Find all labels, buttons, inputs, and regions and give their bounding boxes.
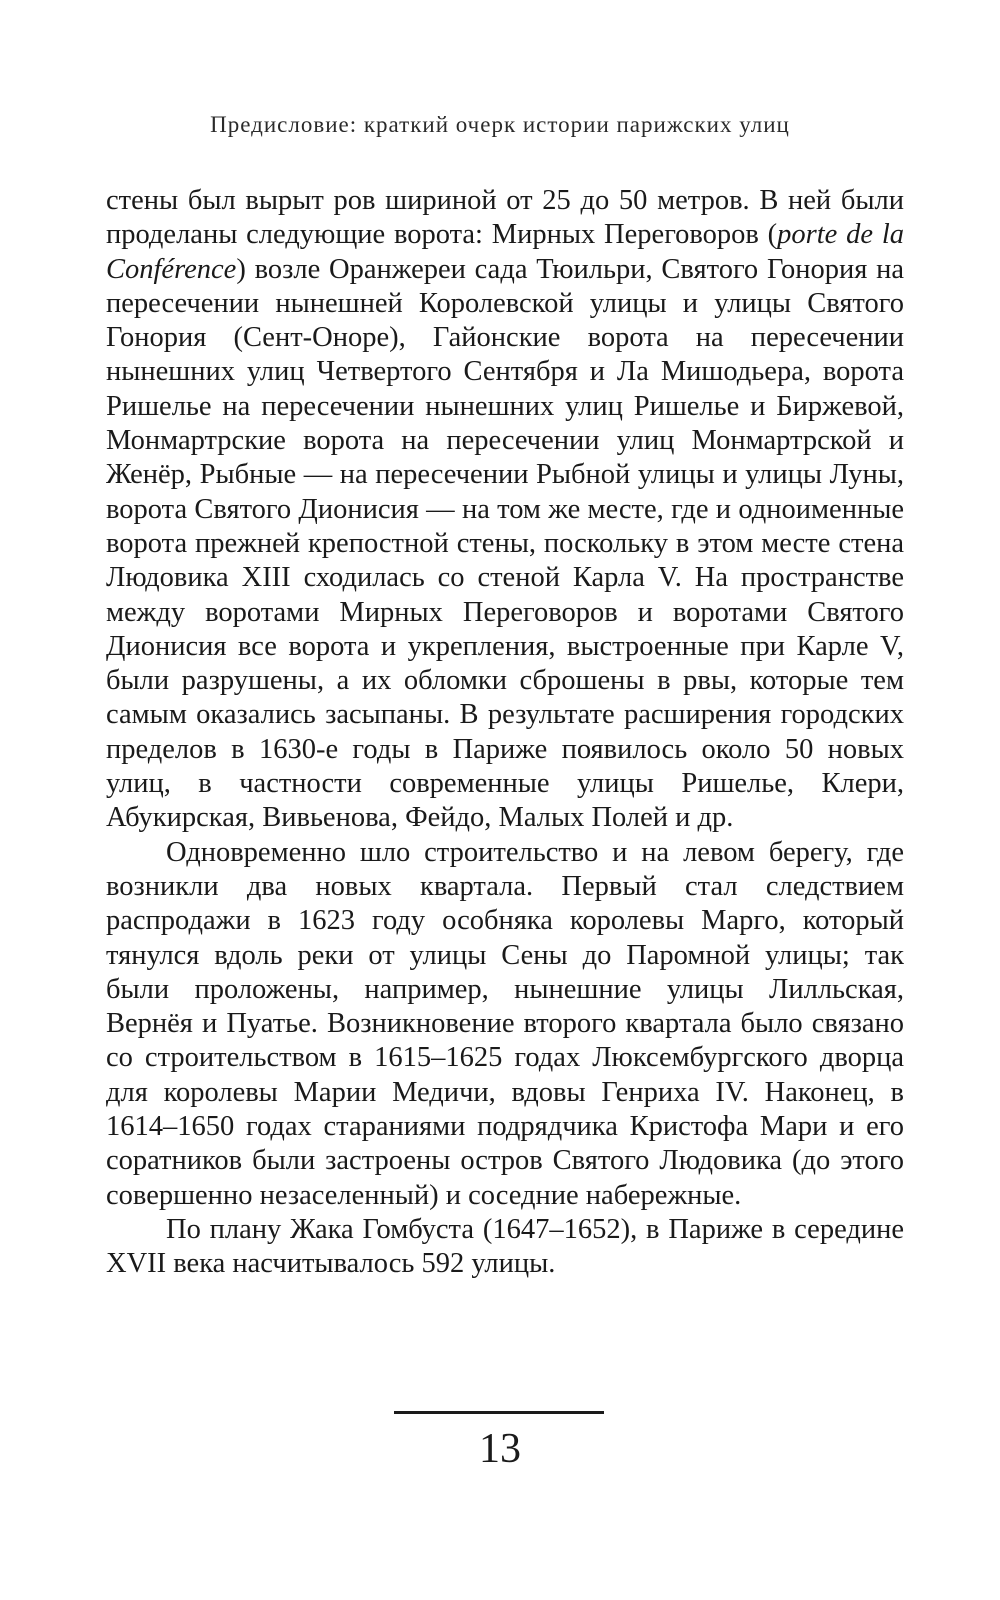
running-head: Предисловие: краткий очерк истории парижских улиц (210, 112, 790, 137)
paragraph: Одновременно шло строительство и на левом берегу, где возникли два новых квартала. Первый стал следствием распродажи в 1623 году особняка королевы Марго, который тянулся вдоль реки от улицы Сены до Паромной улицы; так были проложены, например, нынешние улицы Лилльская, Вернёя и Пуатье. Возникновение второго квартала было связано со строительством в 1615–1625 годах Люксембургского дворца для королевы Марии Медичи, вдовы Генриха IV. Наконец, в 1614–1650 годах стараниями подрядчика Кристофа Мари и его соратников были застроены остров Святого Людовика (до этого совершенно незаселенный) и соседние набережные. (106, 836, 904, 1211)
folio-divider (394, 1411, 604, 1414)
paragraph-text: ) возле Оранжереи сада Тюильри, Святого Гонория на пересечении нынешней Королевской улицы и улицы Святого Гонория (Сент-Оноре), Гайонские ворота на пересечении нынешних улиц Четвертого Сентября и Ла Мишодьера, ворота Ришелье на пересечении нынешних улиц Ришелье и Биржевой, Монмартрские ворота на пересечении улиц Монмартрской и Женёр, Рыбные — на пересечении Рыбной улицы и улицы Луны, ворота Святого Дионисия — на том же месте, где и одноименные ворота прежней крепостной стены, поскольку в этом месте стена Людовика XIII сходилась со стеной Карла V. На пространстве между воротами Мирных Переговоров и воротами Святого Дионисия все ворота и укрепления, выстроенные при Карле V, были разрушены, а их обломки сброшены в рвы, которые тем самым оказались засыпаны. В результате расширения городских пределов в 1630-е годы в Париже появилось около 50 новых улиц, в частности современные улицы Ришелье, Клери, Абукирская, Вивьенова, Фейдо, Малых Полей и др. (106, 253, 904, 834)
body-text (106, 184, 904, 1282)
italic-term: porte de la Conférence (106, 219, 904, 285)
paragraph (106, 184, 904, 836)
paragraph: По плану Жака Гомбуста (1647–1652), в Париже в середине XVII века насчитывалось 592 улицы. (106, 1213, 904, 1280)
page-number: 13 (479, 1426, 521, 1472)
paragraph-text: стены был вырыт ров шириной от 25 до 50 метров. В ней были проделаны следующие ворота: Мирных Переговоров ( (106, 185, 904, 251)
